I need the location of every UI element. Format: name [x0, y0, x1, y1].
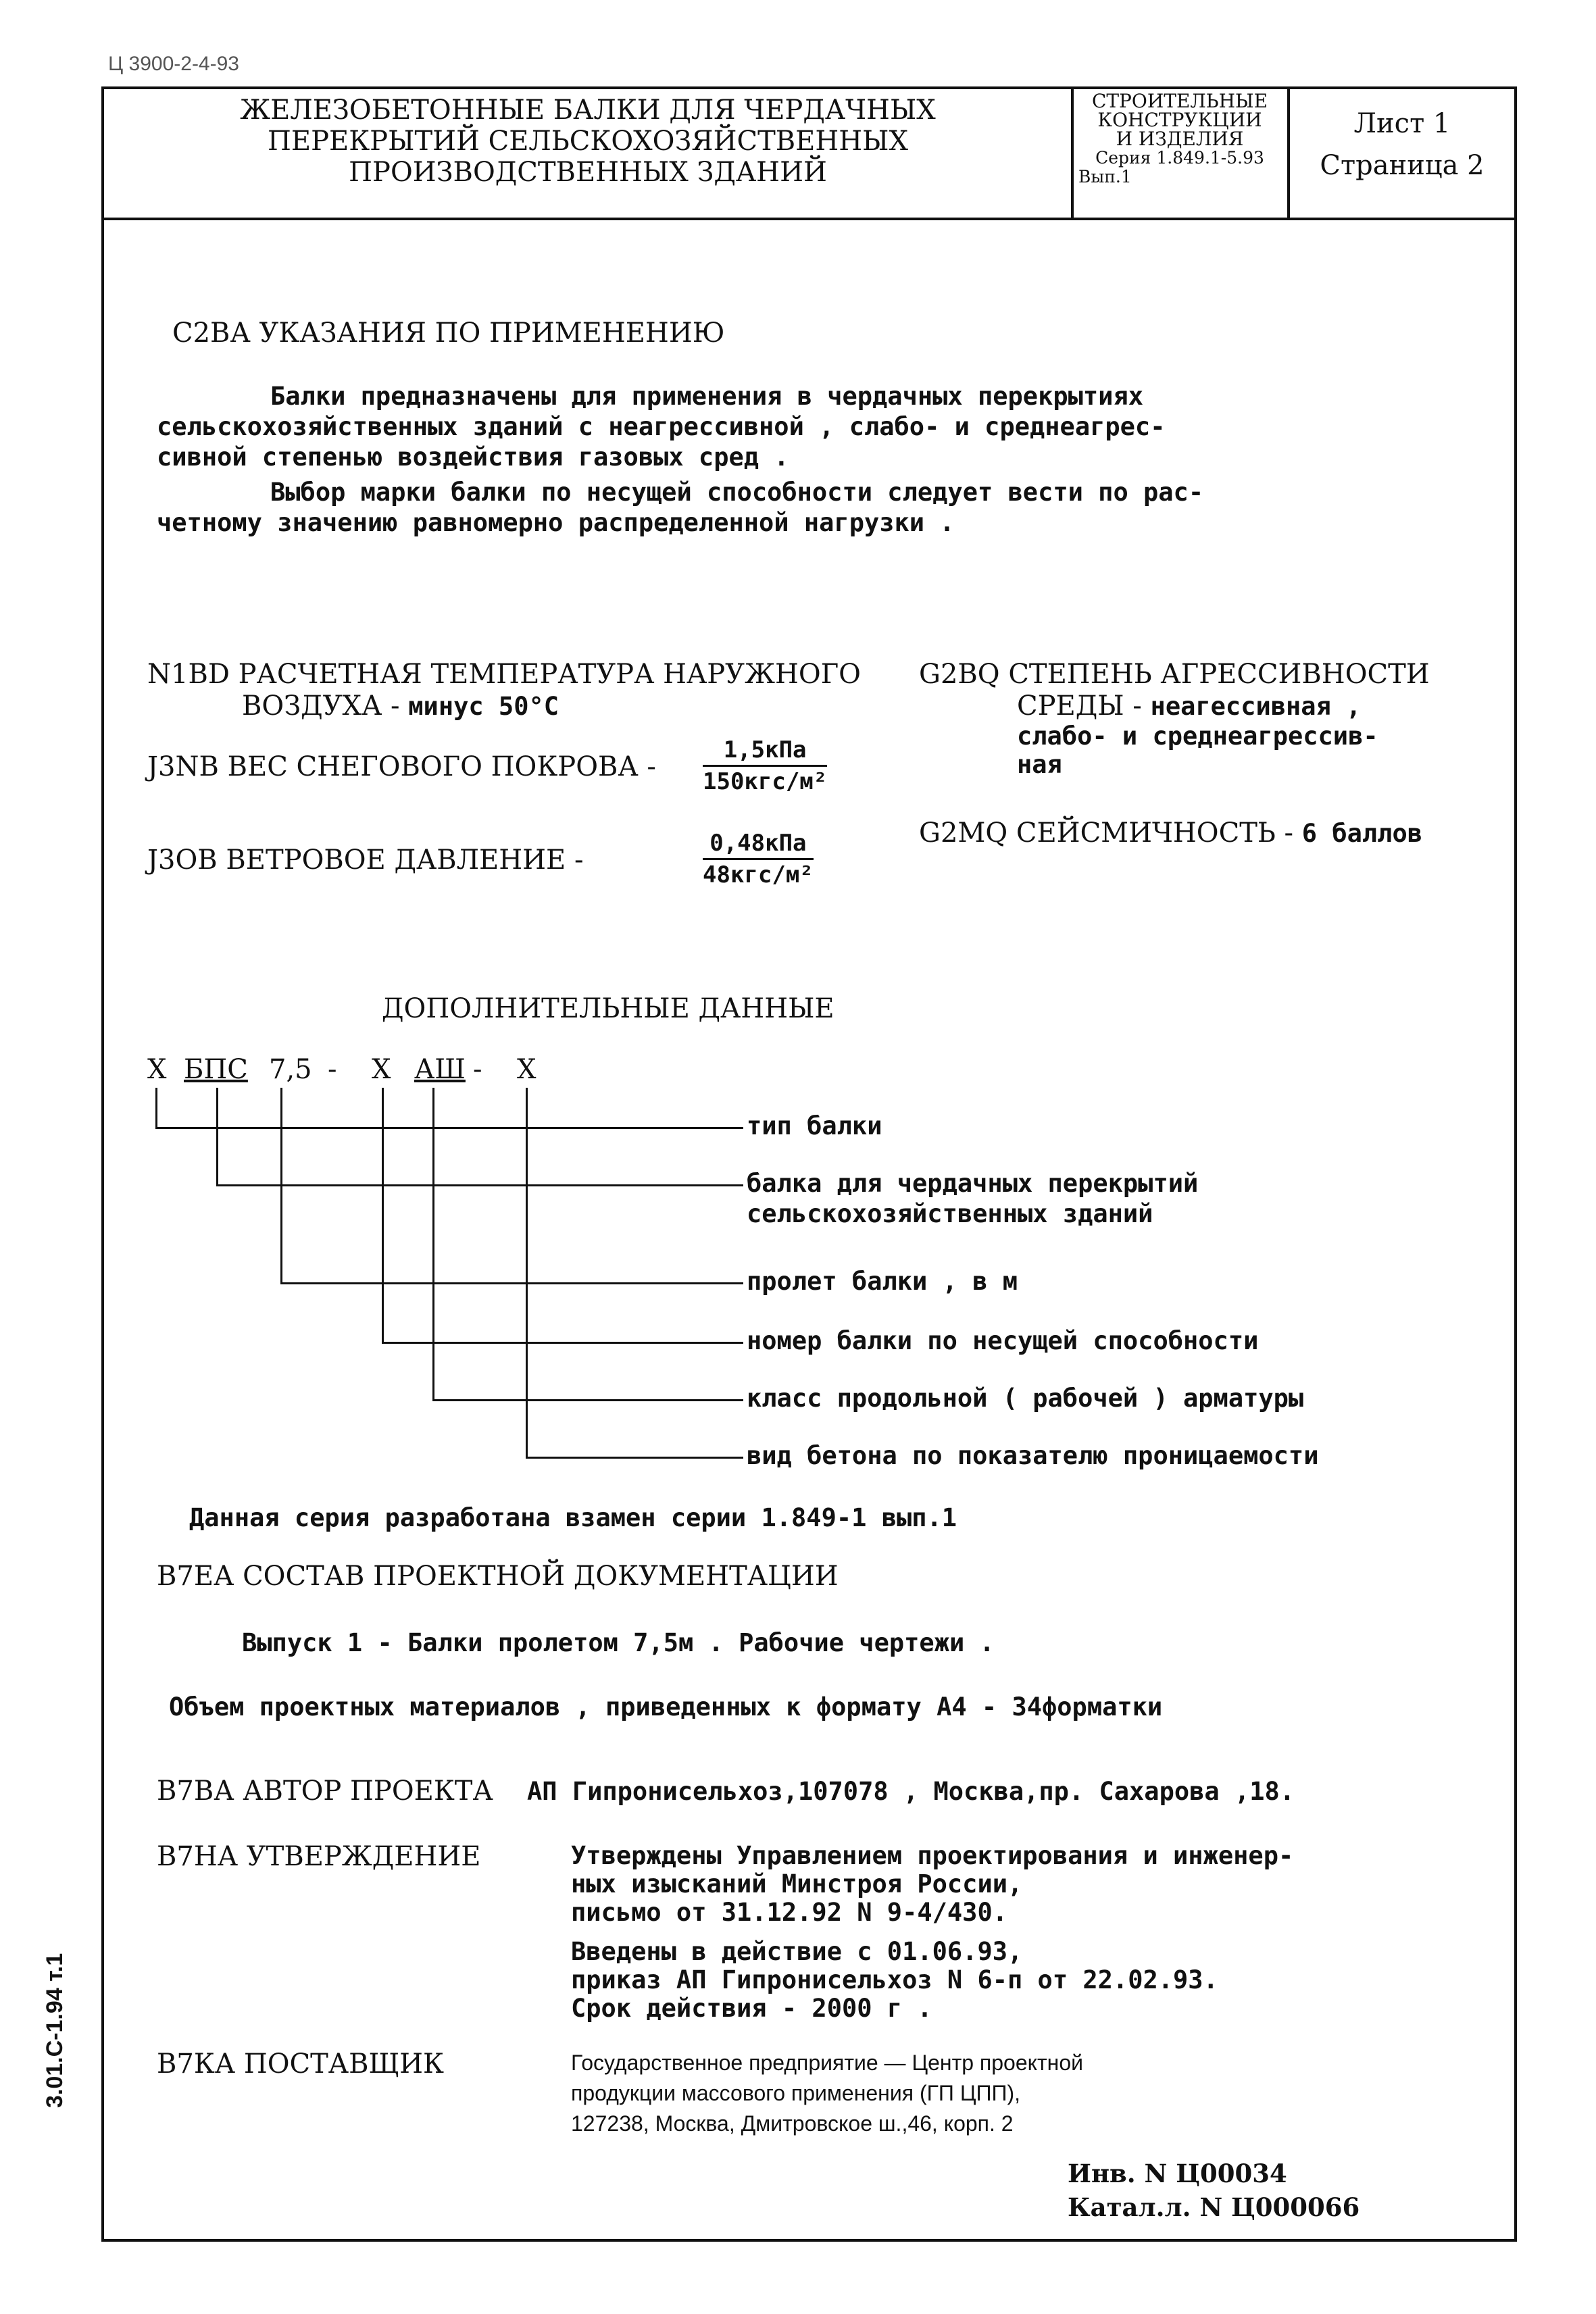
inventory-number: Инв. N Ц00034: [1068, 2159, 1287, 2188]
leader-vertical: [280, 1088, 282, 1284]
header-title-line: ЖЕЛЕЗОБЕТОННЫЕ БАЛКИ ДЛЯ ЧЕРДАЧНЫХ: [240, 95, 936, 126]
param-aggressiveness-value: [1017, 690, 1361, 722]
param-label: СТЕПЕНЬ АГРЕССИВНОСТИ: [1008, 659, 1430, 690]
legend-purpose-2: сельскохозяйственных зданий: [747, 1199, 1153, 1228]
supplier-line: 127238, Москва, Дмитровское ш.,46, корп. 2: [571, 2111, 1014, 2136]
param-label: ВЕС СНЕГОВОГО ПОКРОВА -: [227, 751, 656, 782]
param-aggressiveness-value2: слабо- и среднеагрессив-: [1017, 722, 1378, 751]
approval-line: ных изысканий Минстроя России,: [571, 1869, 1023, 1898]
supplier-heading: [157, 2048, 444, 2080]
mark-p1: Х: [147, 1054, 167, 1085]
param-label: ВЕТРОВОЕ ДАВЛЕНИЕ -: [226, 845, 584, 876]
param-code: G2MQ: [919, 818, 1008, 849]
legend-span: пролет балки , в м: [747, 1267, 1018, 1296]
author-code: В7ВА: [157, 1776, 234, 1807]
fraction-numerator: 1,5кПа: [723, 736, 807, 763]
param-aggressiveness: [919, 659, 1430, 690]
approval-line: приказ АП Гипронисельхоз N 6-п от 22.02.93.: [571, 1965, 1218, 1994]
author-heading-text: АВТОР ПРОЕКТА: [243, 1776, 493, 1807]
composition-issue: Выпуск 1 - Балки пролетом 7,5м . Рабочие чертежи .: [242, 1628, 995, 1657]
supplier-line: продукции массового применения (ГП ЦПП),: [571, 2081, 1021, 2105]
legend-capacity: номер балки по несущей способности: [747, 1326, 1259, 1355]
header-divider-v2: [1287, 86, 1290, 219]
param-aggressiveness-value3: ная: [1017, 750, 1062, 779]
approval-heading: [157, 1841, 480, 1872]
leader-vertical: [155, 1088, 157, 1128]
usage-heading-text: УКАЗАНИЯ ПО ПРИМЕНЕНИЮ: [259, 318, 725, 349]
approval-code: В7НА: [157, 1841, 239, 1872]
param-code: J3OB: [147, 845, 218, 876]
legend-type: тип балки: [747, 1111, 882, 1140]
usage-line: Балки предназначены для применения в чердачных перекрытиях: [270, 382, 1144, 411]
issue-number: Вып.1: [1078, 167, 1132, 186]
param-label: СРЕДЫ -: [1017, 690, 1142, 722]
catalog-sheet-number: Катал.л. N Ц000066: [1068, 2192, 1360, 2222]
leader-horizontal: [280, 1282, 743, 1284]
category-line: КОНСТРУКЦИИ: [1097, 109, 1262, 131]
header-title-line: ПЕРЕКРЫТИЙ СЕЛЬСКОХОЗЯЙСТВЕННЫХ: [268, 126, 908, 157]
param-code: G2BQ: [919, 659, 1000, 690]
param-snow-fraction: [703, 736, 827, 795]
supplier-heading-text: ПОСТАВЩИК: [243, 2048, 444, 2080]
leader-vertical: [216, 1088, 218, 1186]
header-title-line: ПРОИЗВОДСТВЕННЫХ ЗДАНИЙ: [349, 157, 827, 188]
mark-p4: -: [328, 1054, 337, 1085]
supplier-line: Государственное предприятие — Центр проектной: [571, 2051, 1083, 2075]
usage-line: сельскохозяйственных зданий с неагрессивной , слабо- и среднеагрес-: [157, 412, 1166, 441]
extra-heading: ДОПОЛНИТЕЛЬНЫЕ ДАННЫЕ: [382, 993, 834, 1024]
legend-purpose: балка для чердачных перекрытий: [747, 1169, 1199, 1198]
param-seismicity: [919, 818, 1422, 849]
approval-line: Утверждены Управлением проектирования и инженер-: [571, 1841, 1294, 1870]
param-temperature: [147, 659, 861, 690]
usage-code: С2ВА: [172, 318, 251, 349]
replacement-note: Данная серия разработана взамен серии 1.849-1 вып.1: [189, 1503, 957, 1532]
composition-volume: Объем проектных материалов , приведенных к формату А4 - 34форматки: [169, 1692, 1163, 1721]
sheet-number: Лист 1: [1353, 108, 1451, 139]
author-heading: [157, 1776, 493, 1807]
leader-vertical: [526, 1088, 528, 1458]
param-label: ВОЗДУХА -: [242, 690, 400, 722]
fraction-bar: [703, 765, 827, 767]
param-value: неагессивная ,: [1150, 692, 1362, 721]
usage-line: сивной степенью воздействия газовых сред .: [157, 443, 789, 472]
fraction-numerator: 0,48кПа: [709, 830, 807, 857]
param-code: N1BD: [147, 659, 230, 690]
fraction-denominator: 48кгс/м²: [703, 861, 814, 888]
header-divider-v1: [1071, 86, 1074, 219]
fraction-denominator: 150кгс/м²: [703, 768, 828, 795]
param-label: СЕЙСМИЧНОСТЬ -: [1016, 818, 1294, 849]
param-code: J3NB: [147, 751, 219, 782]
supplier-code: В7КА: [157, 2048, 236, 2080]
param-wind-fraction: [703, 830, 814, 888]
param-wind: [147, 845, 583, 876]
mark-p8: Х: [517, 1054, 537, 1085]
param-label: РАСЧЕТНАЯ ТЕМПЕРАТУРА НАРУЖНОГО: [238, 659, 861, 690]
leader-vertical: [432, 1088, 434, 1401]
leader-vertical: [382, 1088, 384, 1343]
fraction-bar: [703, 858, 814, 860]
category-line: И ИЗДЕЛИЯ: [1116, 128, 1244, 150]
header-title: [108, 95, 1068, 188]
page-number: Страница 2: [1320, 150, 1485, 181]
param-temperature-value: [242, 690, 559, 722]
mark-p7: -: [473, 1054, 482, 1085]
usage-line: Выбор марки балки по несущей способности следует вести по рас-: [270, 478, 1204, 507]
approval-heading-text: УТВЕРЖДЕНИЕ: [246, 1841, 481, 1872]
approval-line: Введены в действие с 01.06.93,: [571, 1937, 1023, 1966]
category-line: СТРОИТЕЛЬНЫЕ: [1091, 90, 1268, 112]
author-value: АП Гипронисельхоз,107078 , Москва,пр. Сахарова ,18.: [527, 1777, 1295, 1806]
side-stamp: 3.01.С-1.94 т.1: [42, 1953, 68, 2108]
approval-line: письмо от 31.12.92 N 9-4/430.: [571, 1898, 1008, 1927]
document-code: Ц 3900-2-4-93: [108, 53, 239, 75]
series-number: Серия 1.849.1-5.93: [1095, 148, 1264, 168]
mark-p6: АШ: [414, 1054, 466, 1085]
leader-horizontal: [526, 1457, 743, 1459]
mark-p3: 7,5: [269, 1054, 312, 1085]
leader-horizontal: [216, 1184, 743, 1186]
param-snow: [147, 751, 656, 782]
mark-p5: Х: [372, 1054, 391, 1085]
leader-horizontal: [155, 1127, 743, 1129]
leader-horizontal: [382, 1342, 743, 1344]
param-value: минус 50°С: [408, 692, 559, 721]
legend-concrete: вид бетона по показателю проницаемости: [747, 1441, 1319, 1470]
header-divider: [101, 218, 1517, 220]
mark-p2: БПС: [184, 1054, 248, 1085]
legend-rebar: класс продольной ( рабочей ) арматуры: [747, 1384, 1304, 1413]
leader-horizontal: [432, 1399, 743, 1401]
param-value: 6 баллов: [1301, 819, 1423, 848]
usage-heading: [172, 318, 724, 349]
composition-code: В7ЕА: [157, 1561, 234, 1592]
usage-line: четному значению равномерно распределенной нагрузки .: [157, 508, 955, 537]
composition-heading-text: СОСТАВ ПРОЕКТНОЙ ДОКУМЕНТАЦИИ: [243, 1561, 839, 1592]
composition-heading: [157, 1561, 839, 1592]
approval-line: Срок действия - 2000 г .: [571, 1994, 932, 2023]
header-category: [1074, 92, 1285, 186]
